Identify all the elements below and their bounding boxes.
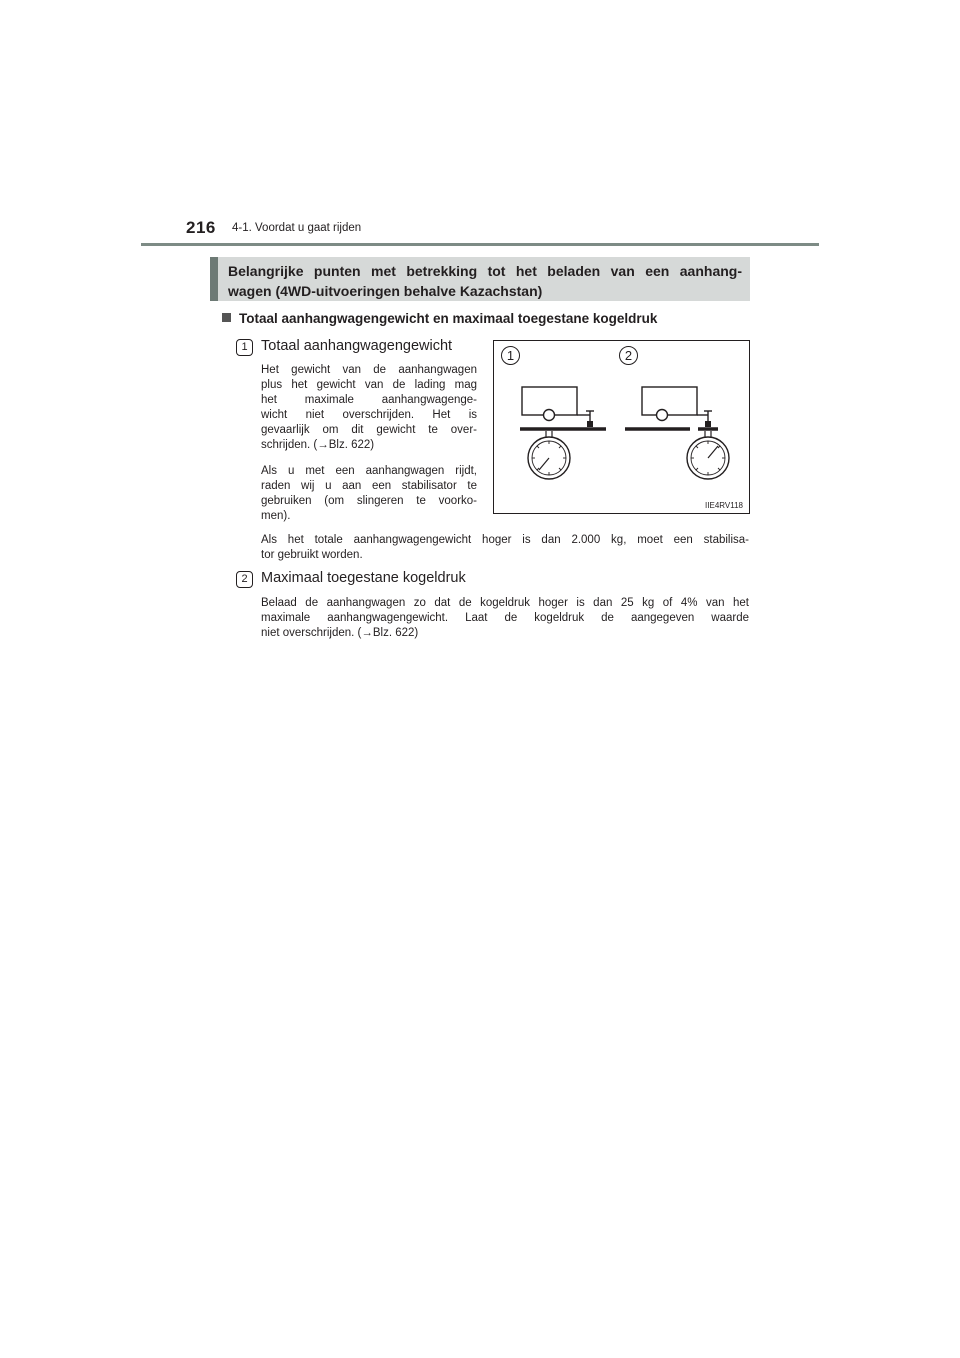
figure-label-2: 2 bbox=[619, 346, 638, 365]
text-line: Het gewicht van de aanhangwagen bbox=[261, 364, 477, 376]
figure-code: IIE4RV118 bbox=[705, 501, 743, 510]
subheading-text: Totaal aanhangwagengewicht en maximaal toegestane kogeldruk bbox=[239, 311, 658, 326]
text-line: schrijden. (→Blz. 622) bbox=[261, 439, 375, 451]
subheading bbox=[222, 311, 657, 326]
item-1-paragraph-1 bbox=[261, 363, 477, 453]
text-line: Als u met een aanhangwagen rijdt, bbox=[261, 465, 477, 477]
title-line-1: Belangrijke punten met betrekking tot het beladen van een aanhang- bbox=[228, 263, 742, 279]
section-label: 4-1. Voordat u gaat rijden bbox=[232, 222, 362, 234]
text-line: gebruiken (om slingeren te voorko- bbox=[261, 495, 477, 507]
text-line: plus het gewicht van de lading mag bbox=[261, 379, 477, 391]
item-1-paragraph-2 bbox=[261, 464, 477, 524]
item-2-heading: Maximaal toegestane kogeldruk bbox=[261, 570, 466, 586]
text-line: tor gebruikt worden. bbox=[261, 549, 363, 561]
trailer-on-scale-drawing bbox=[520, 387, 606, 479]
header-rule bbox=[141, 243, 819, 246]
item-1-heading: Totaal aanhangwagengewicht bbox=[261, 338, 453, 354]
text-line: wicht niet overschrijden. Het is bbox=[261, 409, 477, 421]
item-1-number-badge: 1 bbox=[236, 339, 253, 356]
text-line: het maximale aanhangwagenge- bbox=[261, 394, 477, 406]
title-line-2: wagen (4WD-uitvoeringen behalve Kazachstan) bbox=[228, 283, 543, 299]
trailer-scale-illustration bbox=[494, 341, 751, 515]
section-title-box bbox=[210, 257, 750, 301]
text-line: gevaarlijk om dit gewicht te over- bbox=[261, 424, 477, 436]
tongue-weight-on-scale-drawing bbox=[625, 387, 729, 479]
item-2-paragraph-1 bbox=[261, 596, 749, 641]
item-2-number-badge: 2 bbox=[236, 571, 253, 588]
square-bullet-icon bbox=[222, 313, 231, 322]
item-1-paragraph-3 bbox=[261, 533, 749, 563]
text-line: Als het totale aanhangwagengewicht hoger is dan 2.000 kg, moet een stabilisa- bbox=[261, 534, 749, 546]
text-line: raden wij u aan een stabilisator te bbox=[261, 480, 477, 492]
text-line: maximale aanhangwagengewicht. Laat de kogeldruk de aangegeven waarde bbox=[261, 612, 749, 624]
text-line: men). bbox=[261, 510, 291, 522]
trailer-weight-figure bbox=[493, 340, 750, 514]
page-number: 216 bbox=[186, 218, 216, 237]
text-line: niet overschrijden. (→Blz. 622) bbox=[261, 627, 419, 639]
figure-label-1: 1 bbox=[501, 346, 520, 365]
text-line: Belaad de aanhangwagen zo dat de kogeldruk hoger is dan 25 kg of 4% van het bbox=[261, 597, 749, 609]
